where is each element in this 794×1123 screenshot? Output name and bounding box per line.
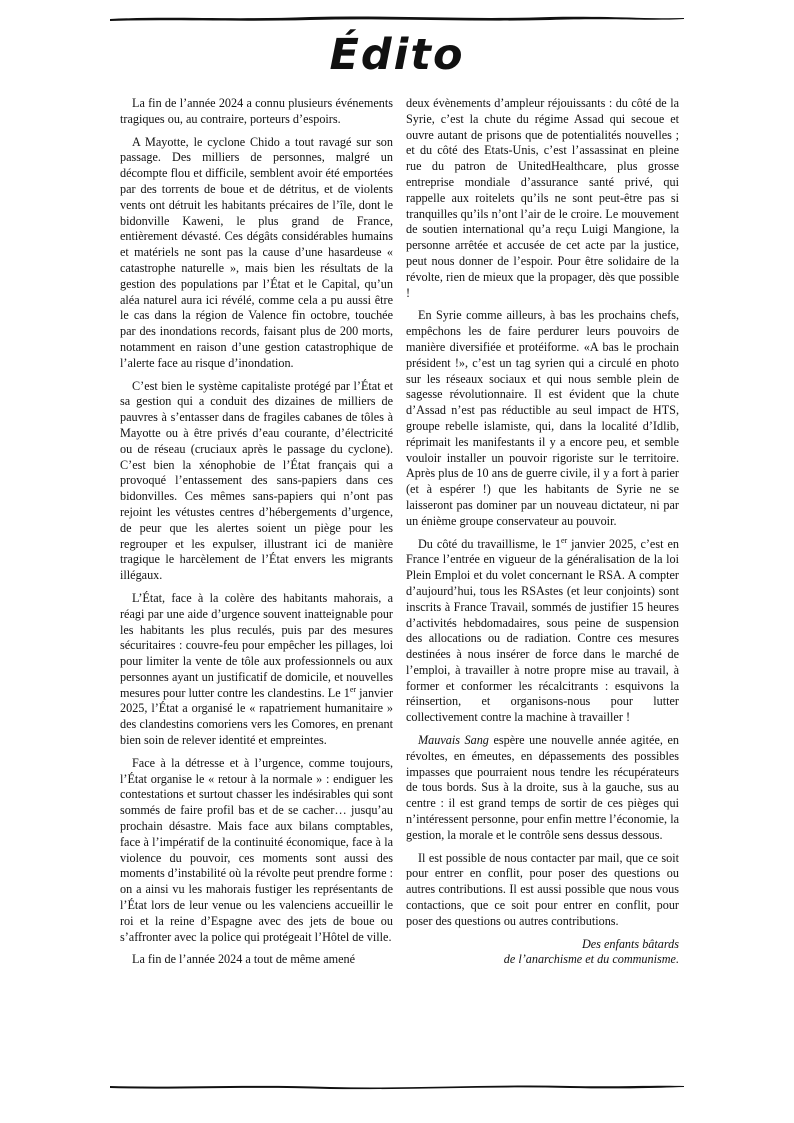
signature-line: de l’anarchisme et du communisme. bbox=[503, 952, 679, 967]
superscript: er bbox=[560, 535, 568, 545]
paragraph: La fin de l’année 2024 a tout de même amené bbox=[132, 952, 356, 967]
paragraph: C’est bien le système capitaliste protégé par l’État et sa gestion qui a conduit des dizaines de milliers de pauvres à s’entasser dans de fragiles cabanes de tôles à Mayotte ou à être privés d’eau courante, d’électricité ou de réseau (cruciaux après le passage du cyclone). C’est bien la xénophobie de l’État français qui a provoqué l’entassement des sans-papiers dans ces bidonvilles. Ces mêmes sans-papiers qui n’ont pas rejoint les vétustes centres d’hébergements d’urgence, de peur que les alertes soient un piège pour les regrouper et les expulser, illustrant ici de manière tragique le harcèlement de l’État envers les migrants illégaux. bbox=[120, 378, 393, 583]
text-segment: L’État, face à la colère des habitants mahorais, a réagi par une aide d’urgence souvent inatteignable pour les habitants les plus reculés, puis par des mesures sécuritaires : couvre-feu pour empêcher les pillages, loi pour limiter la vente de tôle aux professionnels ou aux personnes ayant un justificatif de domicile, et nouvelles mesures pour lutter contre les clandestins. Le 1 bbox=[120, 590, 393, 700]
paragraph: Face à la détresse et à l’urgence, comme toujours, l’État organise le « retour à la normale » : endiguer les contestations et surtout chasser les indésirables qui sont sommés de faire profil bas et de se cacher… jusqu’au prochain désastre. Mais face aux bilans comptables, face à l’impératif de la continuité économique, face à la violence du pouvoir, ces moments sont aussi des moments d’instabilité où la révolte peut prendre forme : on a ainsi vu les mahorais fustiger les représentants de l’État lors de leur venue ou les valenciens accueillir le roi et la reine d’Espagne avec des jets de boue ou s’affronter avec la police qui protégeait l’Hôtel de ville. bbox=[120, 755, 393, 944]
text-segment: janvier 2025, c’est en France l’entrée en vigueur de la généralisation de la loi Plein Emploi et du volet concernant le RSA. A compter d’aujourd’hui, tous les RSAstes (et leur conjoints) sont inscrits à France Travail, sommés de justifier 15 heures d’activités hebdomadaires, sous peine de suspension des allocations ou de radiation. Contre ces mesures destinées à nous insérer de force dans le marché de l’emploi, à travailler à notre propre mise au travail, à former et conformer les récalcitrants : esquivons la réinsertion, et organisons-nous pour lutter collectivement contre la machine à travailler ! bbox=[406, 536, 679, 725]
right-column bbox=[406, 96, 679, 975]
journal-name: Mauvais Sang bbox=[418, 733, 489, 748]
left-column bbox=[120, 96, 393, 975]
signature-line: Des enfants bâtards bbox=[581, 936, 679, 951]
text-segment: espère une nouvelle année agitée, en révoltes, en émeutes, en dépassements des possibles impasses que pourraient nous tendre les récupérateurs de tous bords. Sus à la droite, sus à la gauche, sus au centre : il est grand temps de sortir de ces pièges qui n’intéressent personne, pour enfin mettre l’économie, la gestion, la morale et le contrôle sens dessus dessous. bbox=[406, 733, 679, 842]
paragraph bbox=[406, 733, 679, 844]
text-segment: janvier 2025, l’État a organisé le « rapatriement humanitaire » des clandestins comoriens vers les Comores, en prenant bien soin de relever identité et empreintes. bbox=[120, 685, 394, 748]
superscript: er bbox=[349, 684, 357, 694]
paragraph: A Mayotte, le cyclone Chido a tout ravagé sur son passage. Des milliers de personnes, malgré un décompte flou et difficile, semblent avoir été emportées par des torrents de boue et de détritus, et de violents vents ont détruit les habitants précaires de l’île, dont le bidonville Kaweni, le plus grand de France, entièrement dévasté. Ces dégâts considérables humains et matériels ne sont pas la cause d’une hasardeuse « catastrophe naturelle », mais bien les résultats de la gestion des populations par l’État et le Capital, qu’un aléa naturel aura ici révélé, comme cela a pu aussi être le cas dans la région de Valence fin octobre, touchée par des inondations records, faisant plus de 200 morts, notamment en raison d’une gestion catastrophique de l’alerte face au risque d’inondation. bbox=[120, 134, 393, 370]
top-brush-rule bbox=[110, 13, 684, 23]
paragraph: La fin de l’année 2024 a connu plusieurs événements tragiques ou, au contraire, porteurs d’espoirs. bbox=[120, 96, 393, 126]
paragraph bbox=[406, 537, 679, 727]
paragraph: Il est possible de nous contacter par mail, que ce soit pour entrer en conflit, pour poser des questions ou autres contributions. Il est aussi possible que nous vous contactions, que ce soit pour entrer en conflit, pour poser des questions ou autres contributions. bbox=[406, 850, 679, 928]
signature bbox=[406, 937, 679, 969]
paragraph: En Syrie comme ailleurs, à bas les prochains chefs, empêchons les de faire perdurer leurs pouvoirs de manière diversifiée et protéiforme. «A bas le prochain président !», c’est un tag syrien qui a circulé en photo sur les réseaux sociaux et qui nous semble plein de sagesse révolutionnaire. Il est évident que la chute d’Assad n’est pas réductible au seul impact de HTS, groupe rebelle islamiste, qui, dans la localité d’Idlib, réprimait les manifestants il y a encore peu, et semble vouloir installer un pouvoir rigoriste sur le territoire. Après plus de 10 ans de guerre civile, il y a fort à parier (et à espérer !) que les habitants de Syrie ne se laisseront pas dominer par un nouveau dictateur, ni par un énième groupe conservateur au pouvoir. bbox=[406, 308, 679, 528]
bottom-brush-rule bbox=[110, 1081, 684, 1091]
paragraph bbox=[120, 591, 393, 749]
paragraph: deux évènements d’ampleur réjouissants : du côté de la Syrie, c’est la chute du régime Assad qui secoue et ouvre autant de prisons que de potentialités nouvelles ; et du côté des Etats-Unis, c’est l’assassinat en pleine rue du patron de UnitedHealthcare, plus grosse entreprise mondiale d’assurance santé privé, qui rappelle aux roitelets qu’ils ne sont peut-être pas si tranquilles qu’ils n’ont l’air de le croire. Le mouvement de soutien international qu’a reçu Luigi Mangione, la personne arrêtée et accusée de cet acte par la justice, peut nous donner de l’espoir. Pour être solidaire de la révolte, rien de mieux que la propager, dès que possible ! bbox=[406, 96, 679, 300]
page-title: Édito bbox=[329, 30, 465, 80]
text-segment: Du côté du travaillisme, le 1 bbox=[418, 536, 561, 551]
